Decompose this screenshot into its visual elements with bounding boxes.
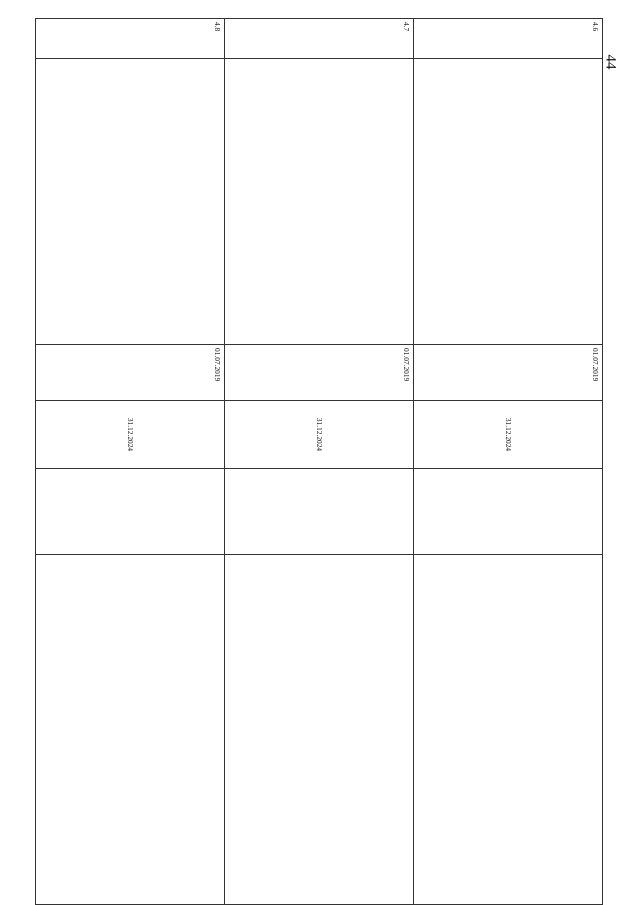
end-date: 31.12.2024 [225,401,414,469]
responsible-cell [414,469,603,555]
task-description [414,59,603,345]
task-description [36,59,225,345]
table-body [36,19,603,905]
page-number: 44 [602,54,619,70]
responsible-cell [36,469,225,555]
table-row [36,19,225,905]
table-row [225,19,414,905]
task-description [225,59,414,345]
row-number: 4.7 [225,19,414,59]
start-date: 01.07.2019 [414,345,603,401]
responsible-cell [225,469,414,555]
indicator-cell [414,555,603,905]
start-date: 01.07.2019 [225,345,414,401]
end-date: 31.12.2024 [414,401,603,469]
measures-table [35,18,603,905]
end-date: 31.12.2024 [36,401,225,469]
table-row [414,19,603,905]
row-number: 4.6 [414,19,603,59]
indicator-cell [225,555,414,905]
rotated-table-sheet [35,18,603,904]
start-date: 01.07.2019 [36,345,225,401]
row-number: 4.8 [36,19,225,59]
indicator-cell [36,555,225,905]
